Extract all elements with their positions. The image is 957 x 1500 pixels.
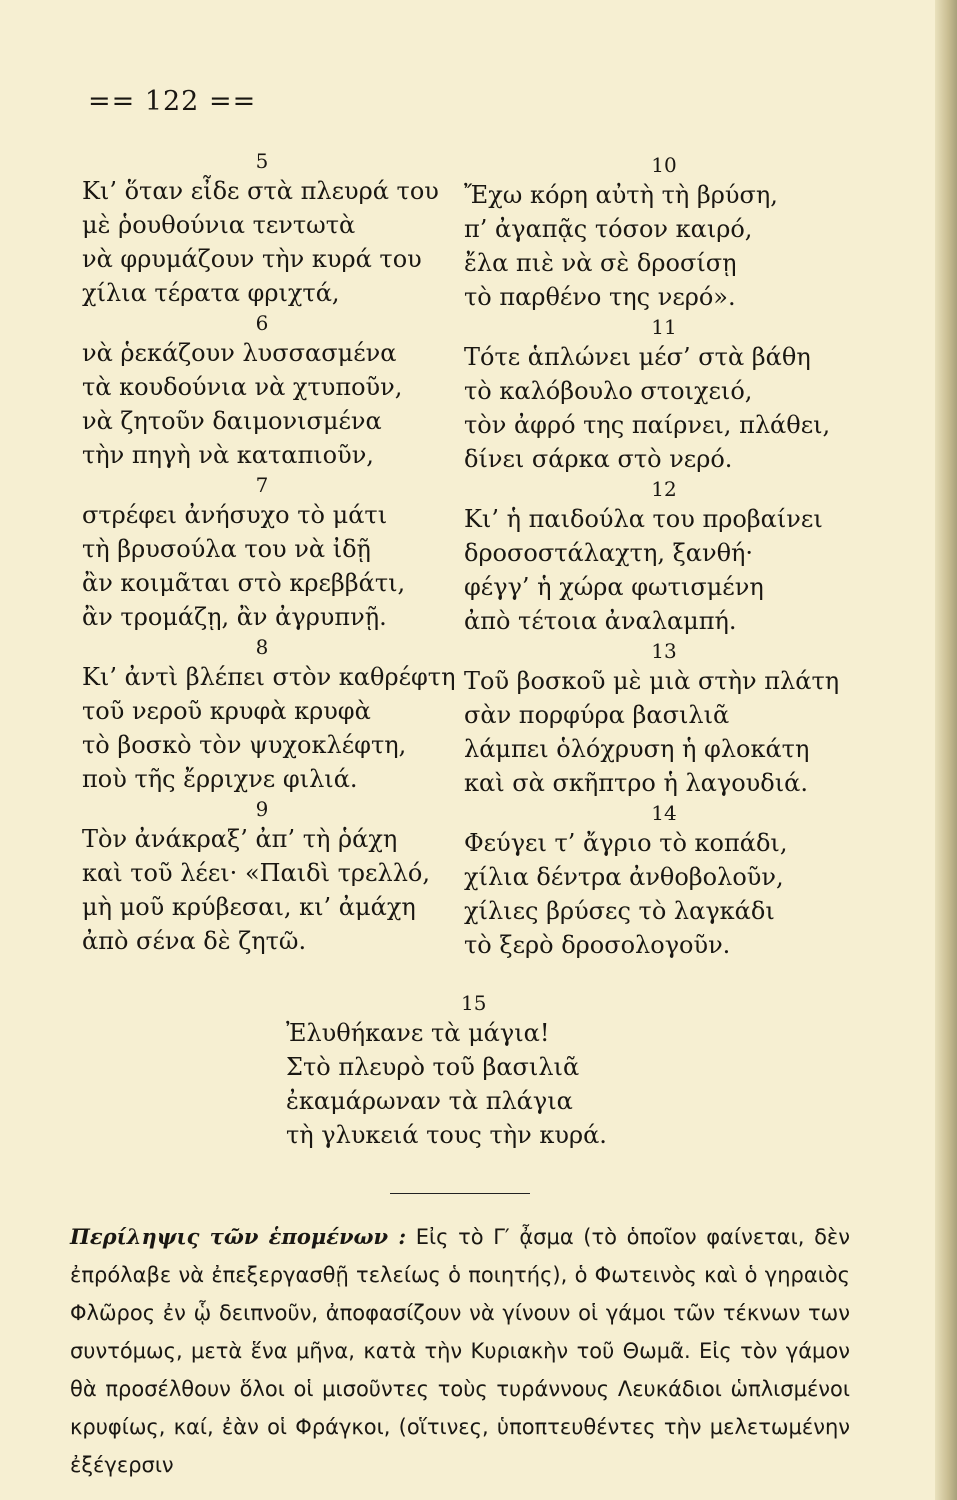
stanza	[464, 152, 864, 314]
stanza	[464, 800, 864, 962]
verse-line: μὴ μοῦ κρύβεσαι, κι’ ἀμάχη	[82, 893, 416, 921]
verse-line: φέγγ’ ἡ χώρα φωτισμένη	[464, 573, 764, 601]
right-column	[464, 152, 864, 962]
verse-line: ἂν κοιμᾶται στὸ κρεββάτι,	[82, 569, 406, 597]
verse-line: νὰ ζητοῦν δαιμονισμένα	[82, 407, 382, 435]
stanza	[464, 638, 864, 800]
verse-line: δίνει σάρκα στὸ νερό.	[464, 445, 733, 473]
verse-line: καὶ σὰ σκῆπτρο ἡ λαγουδιά.	[464, 769, 808, 797]
stanza-number: 10	[651, 153, 677, 177]
verse-line: π’ ἀγαπᾷς τόσον καιρό,	[464, 215, 753, 243]
summary-heading: Περίληψις τῶν ἑπομένων :	[70, 1224, 407, 1249]
summary-text: Εἰς τὸ Γ′ ᾆσμα (τὸ ὁποῖον φαίνεται, δὲν ἐπρόλαβε νὰ ἐπεξεργασθῇ τελείως ὁ ποιητής), ὁ Φωτεινὸς καὶ ὁ γηραιὸς Φλῶρος ἐν ᾧ δειπνοῦν, ἀποφασίζουν νὰ γίνουν οἱ γάμοι τῶν τέκνων των συντόμως, μετὰ ἕνα μῆνα, κατὰ τὴν Κυριακὴν τοῦ Θωμᾶ. Εἰς τὸν γάμον θὰ προσέλθουν ὅλοι οἱ μισοῦντες τοὺς τυράννους Λευκάδιοι ὡπλισμένοι κρυφίως, καί, ἐὰν οἱ Φράγκοι, (οἵτινες, ὑποπτευθέντες τὴν μελετωμένην ἐξέγερσιν	[70, 1225, 850, 1477]
verse-line: τὸ παρθένο της νερό».	[464, 283, 736, 311]
verse-line: ἔλα πιὲ νὰ σὲ δροσίσῃ	[464, 249, 737, 277]
stanza	[464, 314, 864, 476]
verse-line: ἂν τρομάζῃ, ἂν ἀγρυπνῇ.	[82, 603, 387, 631]
stanza-number: 11	[651, 315, 677, 339]
verse-line: τὴ γλυκειά τους τὴν κυρά.	[286, 1121, 607, 1149]
verse-line: καὶ τοῦ λέει· «Παιδὶ τρελλό,	[82, 859, 430, 887]
summary-paragraph	[70, 1218, 850, 1484]
stanza-number: 12	[651, 477, 677, 501]
verse-line: ποὺ τῆς ἔρριχνε φιλιά.	[82, 765, 358, 793]
stanza	[82, 310, 482, 472]
stanza	[464, 476, 864, 638]
verse-line: Στὸ πλευρὸ τοῦ βασιλιᾶ	[286, 1053, 580, 1081]
stanza	[82, 472, 482, 634]
left-column	[82, 148, 482, 958]
verse-line: τὸν ἀφρό της παίρνει, πλάθει,	[464, 411, 831, 439]
verse-line: Ἐλυθήκανε τὰ μάγια!	[286, 1019, 550, 1047]
stanza-number: 13	[651, 639, 677, 663]
stanza-number: 5	[255, 149, 269, 173]
verse-line: Τὸν ἀνάκραξ’ ἀπ’ τὴ ῥάχη	[82, 825, 398, 853]
verse-line: χίλια δέντρα ἀνθοβολοῦν,	[464, 863, 784, 891]
verse-line: δροσοστάλαχτη, ξανθή·	[464, 539, 754, 567]
verse-line: ἀπὸ σένα δὲ ζητῶ.	[82, 927, 307, 955]
verse-line: ἐκαμάρωναν τὰ πλάγια	[286, 1087, 573, 1115]
verse-line: μὲ ῥουθούνια τεντωτὰ	[82, 211, 356, 239]
stanza	[82, 148, 482, 310]
stanza-number: 14	[651, 801, 677, 825]
stanza-number: 15	[461, 991, 487, 1015]
verse-line: τὸ καλόβουλο στοιχειό,	[464, 377, 753, 405]
verse-line: Τοῦ βοσκοῦ μὲ μιὰ στὴν πλάτη	[464, 667, 840, 695]
verse-line: τὸ βοσκὸ τὸν ψυχοκλέφτη,	[82, 731, 407, 759]
stanza	[82, 634, 482, 796]
stanza-number: 8	[255, 635, 269, 659]
verse-line: τὴν πηγὴ νὰ καταπιοῦν,	[82, 441, 374, 469]
divider-rule	[390, 1193, 530, 1194]
verse-line: στρέφει ἀνήσυχο τὸ μάτι	[82, 501, 388, 529]
page-number: == 122 ==	[88, 86, 257, 117]
stanza-number: 7	[255, 473, 269, 497]
verse-line: τὸ ξερὸ δροσολογοῦν.	[464, 931, 731, 959]
verse-line: ἀπὸ τέτοια ἀναλαμπή.	[464, 607, 737, 635]
verse-line: τὰ κουδούνια νὰ χτυποῦν,	[82, 373, 403, 401]
verse-line: λάμπει ὁλόχρυση ἡ φλοκάτη	[464, 735, 810, 763]
verse-line: Τότε ἁπλώνει μέσ’ στὰ βάθη	[464, 343, 811, 371]
stanza-number: 6	[255, 311, 269, 335]
verse-line: χίλια τέρατα φριχτά,	[82, 279, 340, 307]
verse-line: Κι’ ἀντὶ βλέπει στὸν καθρέφτη	[82, 663, 456, 691]
page-edge	[935, 0, 957, 1500]
verse-line: Κι’ ἡ παιδούλα του προβαίνει	[464, 505, 823, 533]
verse-line: τοῦ νεροῦ κρυφὰ κρυφὰ	[82, 697, 371, 725]
verse-line: νὰ φρυμάζουν τὴν κυρά του	[82, 245, 422, 273]
verse-line: Ἔχω κόρη αὐτὴ τὴ βρύση,	[464, 181, 778, 209]
verse-line: σὰν πορφύρα βασιλιᾶ	[464, 701, 730, 729]
final-stanza	[286, 990, 706, 1152]
verse-line: τὴ βρυσούλα του νὰ ἰδῇ	[82, 535, 371, 563]
verse-line: νὰ ῥεκάζουν λυσσασμένα	[82, 339, 397, 367]
stanza	[82, 796, 482, 958]
verse-line: Φεύγει τ’ ἄγριο τὸ κοπάδι,	[464, 829, 788, 857]
verse-line: χίλιες βρύσες τὸ λαγκάδι	[464, 897, 775, 925]
stanza-number: 9	[255, 797, 269, 821]
verse-line: Κι’ ὅταν εἶδε στὰ πλευρά του	[82, 177, 439, 205]
